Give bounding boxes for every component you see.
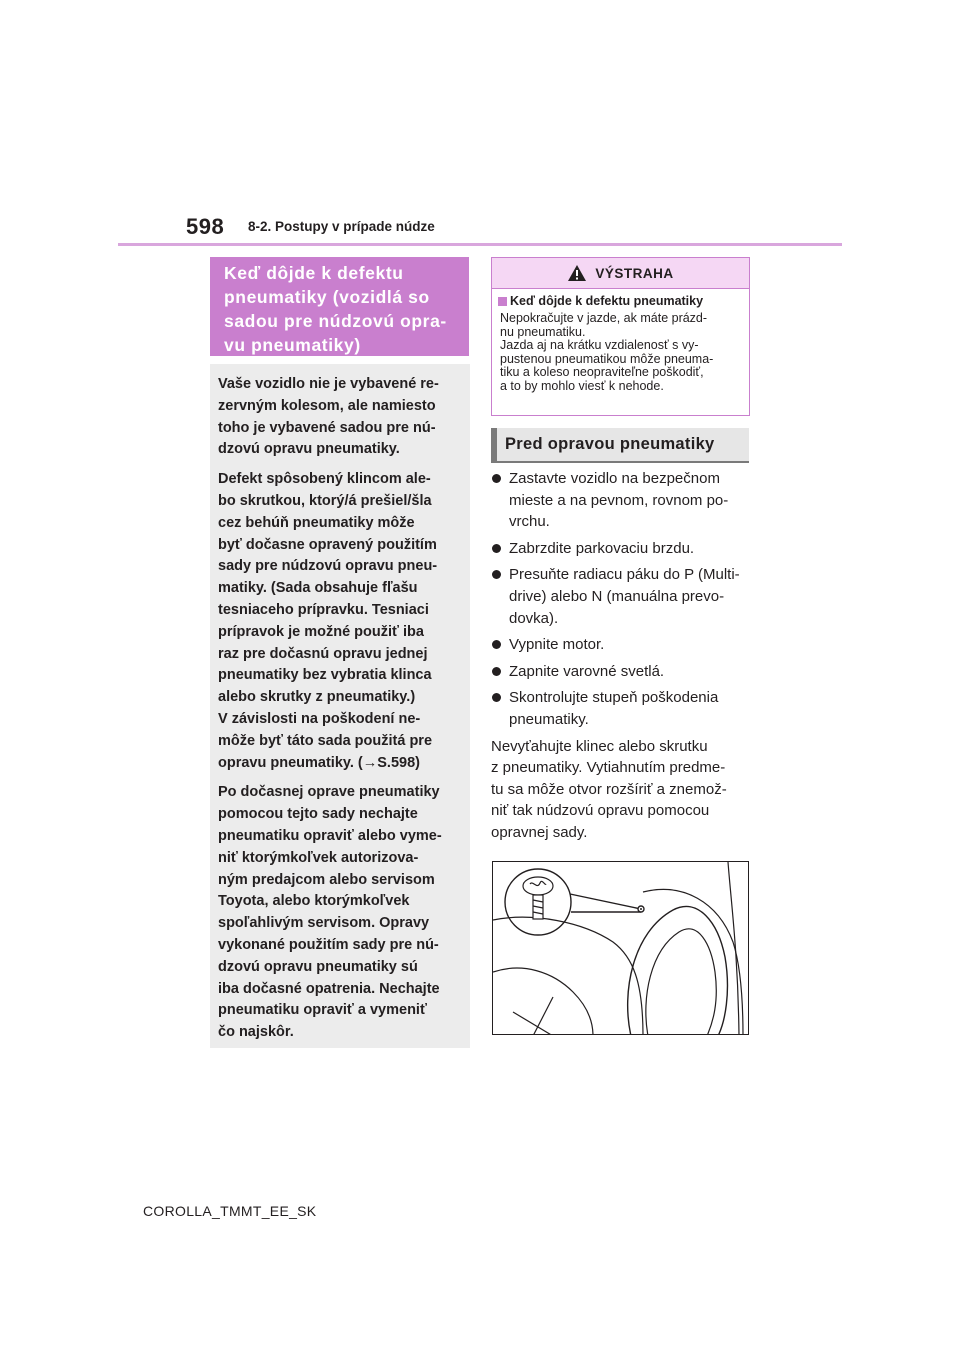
- list-item: [491, 687, 761, 730]
- text-line: Nepokračujte v jazde, ak máte prázd-: [500, 311, 708, 325]
- text-line: bo skrutkou, ktorý/á prešiel/šla: [218, 492, 432, 509]
- tire-nail-illustration: [492, 861, 749, 1035]
- info-paragraph-1: [218, 374, 462, 461]
- text-line: byť dočasne opravený použitím: [218, 536, 437, 553]
- text-line: dzovú opravu pneumatiky sú: [218, 958, 418, 975]
- footer-code: COROLLA_TMMT_EE_SK: [143, 1203, 317, 1219]
- instruction-paragraph: [491, 736, 761, 844]
- text-line: toho je vybavené sadou pre nú-: [218, 419, 436, 436]
- warning-title: VÝSTRAHA: [595, 265, 674, 281]
- text-line: pomocou tejto sady nechajte: [218, 806, 418, 823]
- list-item: [491, 468, 761, 533]
- text-line: čo najskôr.: [218, 1024, 294, 1041]
- left-heading: [210, 257, 469, 356]
- heading-line: vu pneumatiky): [224, 335, 361, 355]
- text-line: dzovú opravu pneumatiky.: [218, 441, 400, 458]
- text-line: Defekt spôsobený klincom ale-: [218, 471, 431, 488]
- warning-header: [492, 258, 749, 289]
- text-line: z pneumatiky. Vytiahnutím predme-: [491, 759, 726, 777]
- header-rule: [118, 243, 842, 246]
- text-line: pneumatiku opraviť a vymeniť: [218, 1002, 427, 1019]
- steps-list: [491, 468, 761, 844]
- text-line: Vypnite motor.: [509, 636, 605, 654]
- text-line: raz pre dočasnú opravu jednej: [218, 645, 428, 662]
- list-item: [491, 634, 761, 656]
- text-line: pustenou pneumatikou môže pneuma-: [500, 351, 714, 366]
- page-number: 598: [186, 214, 225, 239]
- right-heading: Pred opravou pneumatiky: [491, 428, 749, 463]
- text-line: vykonané použitím sady pre nú-: [218, 936, 439, 953]
- text-line: Skontrolujte stupeň poškodenia: [509, 689, 719, 707]
- text-line: tiku a koleso neopraviteľne poškodiť,: [500, 365, 704, 379]
- list-item: [491, 661, 761, 683]
- text-line: ným predajcom alebo servisom: [218, 871, 435, 888]
- text-line: cez behúň pneumatiky môže: [218, 514, 415, 531]
- page-reference-link[interactable]: opravu pneumatiky. (→S.598): [218, 754, 420, 771]
- text-line: Po dočasnej oprave pneumatiky: [218, 784, 440, 801]
- text-line: niť ktorýmkoľvek autorizova-: [218, 849, 419, 866]
- text-line: prípravok je možné použiť iba: [218, 623, 424, 640]
- text-line: Vaše vozidlo nie je vybavené re-: [218, 376, 439, 392]
- text-line: a to by mohlo viesť k nehode.: [500, 378, 664, 393]
- text-line: pneumatiky bez vybratia klinca: [218, 667, 432, 684]
- text-line: matiky. (Sada obsahuje fľašu: [218, 580, 418, 597]
- square-bullet-icon: [498, 297, 507, 306]
- text-line: iba dočasné opatrenia. Nechajte: [218, 980, 440, 997]
- text-line: Nevyťahujte klinec alebo skrutku: [491, 737, 708, 755]
- text-line: drive) alebo N (manuálna prevo-: [509, 587, 725, 605]
- warning-box: [491, 257, 750, 416]
- text-line: V závislosti na poškodení ne-: [218, 710, 421, 727]
- text-line: spoľahlivým servisom. Opravy: [218, 915, 430, 932]
- warning-text: [500, 312, 743, 393]
- heading-line: pneumatiky (vozidlá so: [224, 287, 430, 307]
- screw-icon: [523, 877, 553, 919]
- text-line: Zapnite varovné svetlá.: [509, 662, 665, 680]
- info-box: [210, 364, 470, 1048]
- heading-line: Keď dôjde k defektu: [224, 263, 404, 283]
- text-line: alebo skrutky z pneumatiky.): [218, 689, 416, 706]
- warning-subtitle: [498, 294, 749, 308]
- text-line: Zastavte vozidlo na bezpečnom: [509, 470, 720, 487]
- text-line: Presuňte radiacu páku do P (Multi-: [509, 566, 740, 584]
- text-line: Jazda aj na krátku vzdialenosť s vy-: [500, 338, 699, 352]
- text-line: dovka).: [509, 609, 559, 627]
- text-line: opravnej sady.: [491, 823, 588, 841]
- text-line: vrchu.: [509, 513, 550, 531]
- text-line: sady pre núdzovú opravu pneu-: [218, 558, 438, 575]
- text-line: niť tak núdzovú opravu pomocou: [491, 802, 710, 820]
- text-line: pneumatiky.: [509, 710, 589, 728]
- info-paragraph-2: [218, 469, 462, 774]
- text-line: Zabrzdite parkovaciu brzdu.: [509, 539, 695, 557]
- tire-illustration-svg: [493, 862, 749, 1035]
- text-line: mieste a na pevnom, rovnom po-: [509, 491, 729, 509]
- text-line: tesniaceho prípravku. Tesniaci: [218, 601, 429, 618]
- section-title: 8-2. Postupy v prípade núdze: [248, 219, 435, 234]
- text-line: pneumatiku opraviť alebo vyme-: [218, 827, 442, 844]
- list-item: [491, 538, 761, 560]
- heading-line: sadou pre núdzovú opra-: [224, 311, 447, 331]
- warning-triangle-icon: [567, 264, 587, 282]
- list-item: [491, 564, 761, 629]
- text-line: Toyota, alebo ktorýmkoľvek: [218, 893, 410, 910]
- text-line: môže byť táto sada použitá pre: [218, 732, 433, 749]
- text-line: nu pneumatiku.: [500, 324, 586, 339]
- text-line: tu sa môže otvor rozšíriť a znemož-: [491, 780, 727, 798]
- info-paragraph-3: [218, 782, 462, 1044]
- text-line: zervným kolesom, ale namiesto: [218, 397, 436, 414]
- warning-subtitle-text: Keď dôjde k defektu pneumatiky: [510, 294, 704, 308]
